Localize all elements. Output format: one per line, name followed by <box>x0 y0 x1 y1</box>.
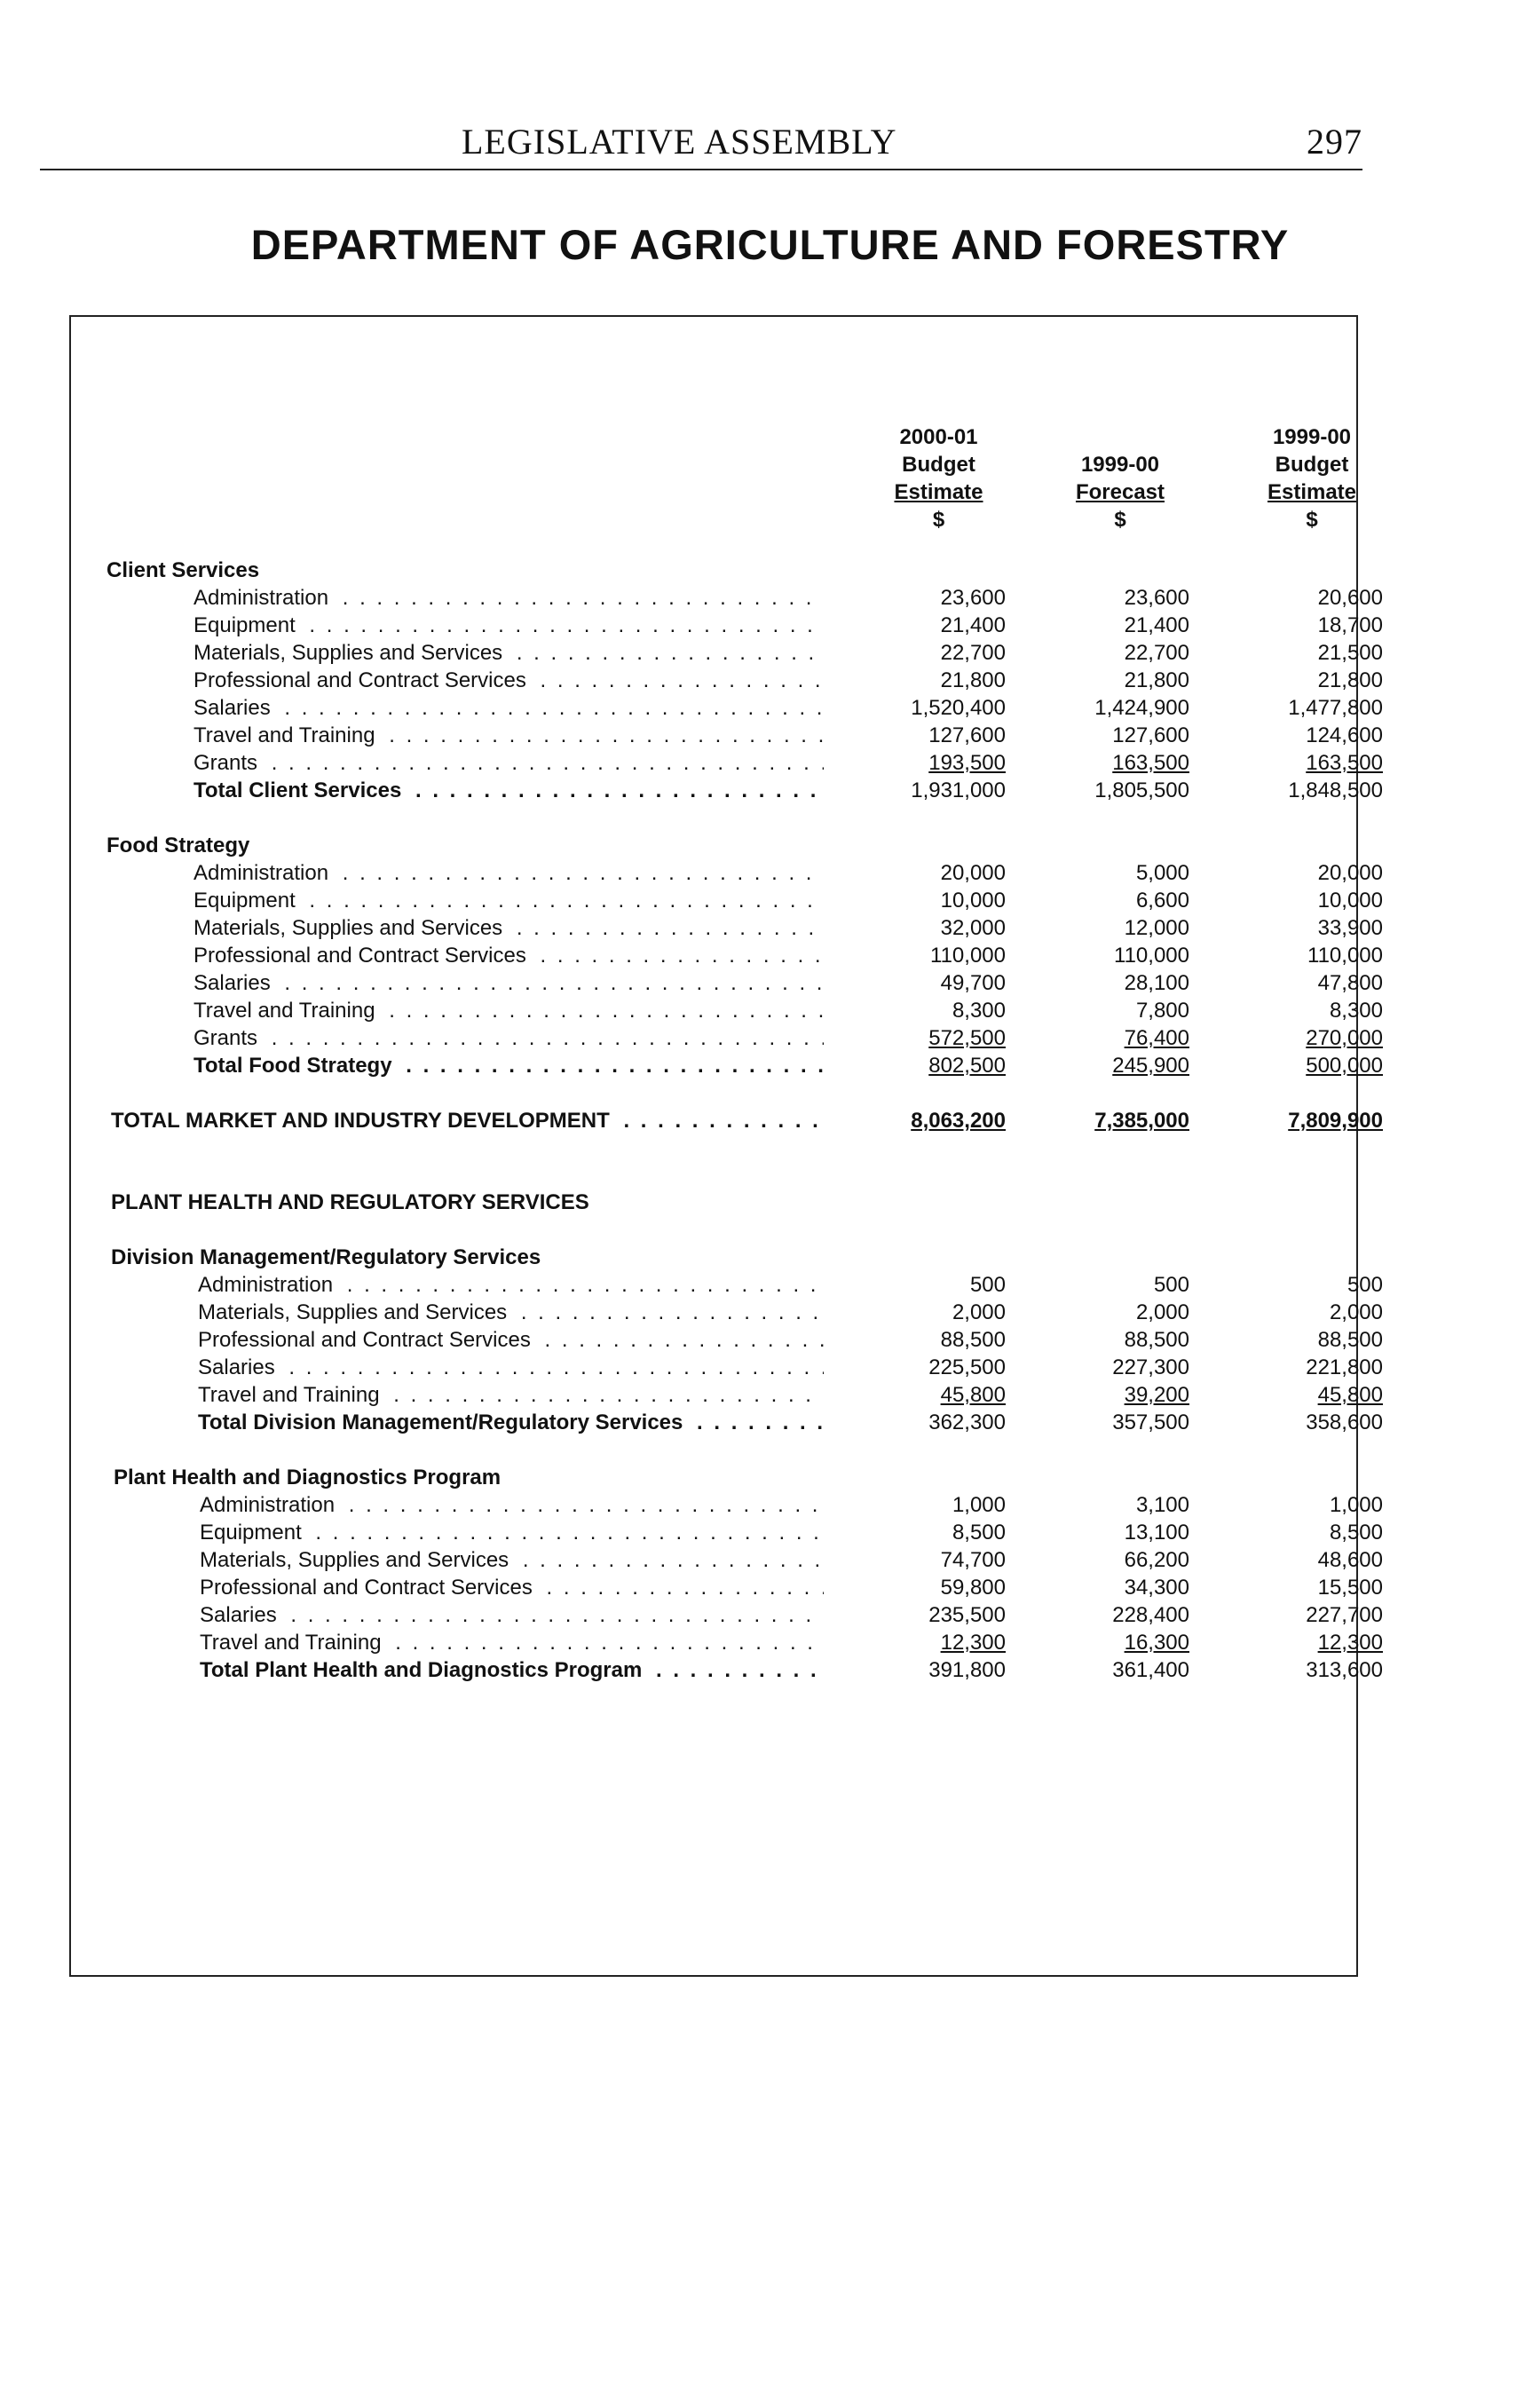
grand-total-row <box>71 1107 1383 1134</box>
total-row <box>71 777 1383 804</box>
row-value: 163,500 <box>1112 751 1189 775</box>
column-header-1999-00-budget-estimate <box>1241 423 1383 533</box>
row-label: Administration . . . <box>193 584 824 612</box>
table-row <box>71 942 1383 969</box>
row-label: Administration . . . <box>193 859 824 887</box>
table-row <box>71 749 1383 777</box>
row-value: 1,520,400 <box>911 696 1006 720</box>
table-row <box>71 1629 1383 1656</box>
row-value: 227,300 <box>1112 1355 1189 1379</box>
total-value: 357,500 <box>1112 1410 1189 1434</box>
table-row <box>71 969 1383 997</box>
row-label: Equipment . . . <box>193 887 824 914</box>
row-value: 193,500 <box>928 751 1006 775</box>
total-label: Total Plant Health and Diagnostics Program . . . <box>200 1656 824 1684</box>
row-value: 59,800 <box>940 1576 1006 1600</box>
row-label: Salaries . . . <box>200 1601 824 1629</box>
column-header-line: 2000-01 <box>899 425 978 449</box>
market-industry-total-label: TOTAL MARKET AND INDUSTRY DEVELOPMENT . . . <box>111 1107 824 1134</box>
row-value: 10,000 <box>1317 889 1383 913</box>
row-value: 2,000 <box>952 1300 1006 1324</box>
table-row <box>71 914 1383 942</box>
row-value: 572,500 <box>928 1026 1006 1050</box>
section-title-client-services: Client Services <box>107 558 260 582</box>
column-header-line: 1999-00 <box>1272 425 1352 449</box>
table-row <box>71 584 1383 612</box>
table-row <box>71 997 1383 1024</box>
row-value: 22,700 <box>1124 641 1189 665</box>
row-value: 23,600 <box>940 586 1006 610</box>
row-value: 127,600 <box>1112 723 1189 747</box>
row-value: 221,800 <box>1306 1355 1383 1379</box>
total-row <box>71 1656 1383 1684</box>
section-heading-row <box>71 1464 1360 1491</box>
row-label: Travel and Training . . . <box>200 1629 824 1656</box>
row-value: 47,800 <box>1317 971 1383 995</box>
table-row <box>71 1546 1383 1574</box>
row-value: 7,800 <box>1135 999 1189 1023</box>
row-value: 124,600 <box>1306 723 1383 747</box>
row-value: 10,000 <box>940 889 1006 913</box>
table-row <box>71 694 1383 722</box>
column-header-1999-00-forecast <box>1049 423 1191 533</box>
row-value: 12,300 <box>940 1631 1006 1655</box>
row-label: Travel and Training . . . <box>193 722 824 749</box>
total-label: Total Food Strategy . . . <box>193 1052 824 1079</box>
row-value: 28,100 <box>1124 971 1189 995</box>
row-value: 21,500 <box>1317 641 1383 665</box>
row-value: 500 <box>1153 1273 1189 1297</box>
row-value: 88,500 <box>1124 1328 1189 1352</box>
total-row <box>71 1052 1383 1079</box>
row-value: 21,800 <box>1317 668 1383 692</box>
row-value: 66,200 <box>1124 1548 1189 1572</box>
total-value: 1,848,500 <box>1288 778 1383 802</box>
row-value: 127,600 <box>928 723 1006 747</box>
row-value: 163,500 <box>1306 751 1383 775</box>
table-row <box>71 1326 1383 1354</box>
row-value: 16,300 <box>1124 1631 1189 1655</box>
row-label: Professional and Contract Services . . . <box>193 667 824 694</box>
row-value: 1,000 <box>952 1493 1006 1517</box>
total-value: 500,000 <box>1306 1054 1383 1078</box>
total-value: 1,931,000 <box>911 778 1006 802</box>
row-value: 45,800 <box>1317 1383 1383 1407</box>
row-value: 227,700 <box>1306 1603 1383 1627</box>
row-value: 12,300 <box>1317 1631 1383 1655</box>
column-header-line: Estimate <box>1267 480 1357 504</box>
row-value: 20,600 <box>1317 586 1383 610</box>
row-value: 500 <box>1347 1273 1383 1297</box>
column-header-line <box>1049 423 1191 451</box>
row-value: 110,000 <box>1307 944 1383 968</box>
row-value: 13,100 <box>1124 1521 1189 1545</box>
row-value: 20,000 <box>940 861 1006 885</box>
row-label: Grants . . . <box>193 1024 824 1052</box>
row-label: Materials, Supplies and Services . . . <box>193 639 824 667</box>
row-label: Travel and Training . . . <box>193 997 824 1024</box>
table-row <box>71 1299 1383 1326</box>
column-header-currency: $ <box>1306 508 1318 532</box>
total-value: 361,400 <box>1112 1658 1189 1682</box>
row-value: 49,700 <box>940 971 1006 995</box>
total-value: 391,800 <box>928 1658 1006 1682</box>
row-value: 235,500 <box>928 1603 1006 1627</box>
table-row <box>71 1381 1383 1409</box>
table-row <box>71 1519 1383 1546</box>
row-label: Grants . . . <box>193 749 824 777</box>
row-value: 32,000 <box>940 916 1006 940</box>
table-row <box>71 859 1383 887</box>
row-value: 39,200 <box>1124 1383 1189 1407</box>
row-value: 5,000 <box>1135 861 1189 885</box>
row-label: Materials, Supplies and Services . . . <box>198 1299 824 1326</box>
running-head <box>40 114 1362 170</box>
column-header-line: 1999-00 <box>1080 453 1160 477</box>
section-heading-row <box>71 832 1360 859</box>
row-value: 110,000 <box>1114 944 1189 968</box>
row-value: 270,000 <box>1306 1026 1383 1050</box>
row-value: 21,400 <box>940 613 1006 637</box>
program-heading-row <box>71 1189 1360 1216</box>
column-header-line: Budget <box>902 453 975 477</box>
row-value: 8,300 <box>1329 999 1383 1023</box>
section-heading-row <box>71 557 1360 584</box>
row-label: Professional and Contract Services . . . <box>200 1574 824 1601</box>
row-value: 110,000 <box>930 944 1006 968</box>
section-title-plant-health-diagnostics: Plant Health and Diagnostics Program <box>114 1466 501 1489</box>
column-header-currency: $ <box>932 508 945 532</box>
column-header-line: Forecast <box>1075 480 1165 504</box>
row-label: Salaries . . . <box>198 1354 824 1381</box>
row-value: 23,600 <box>1124 586 1189 610</box>
grand-total-value: 7,809,900 <box>1288 1109 1383 1133</box>
row-label: Professional and Contract Services . . . <box>198 1326 824 1354</box>
row-label: Professional and Contract Services . . . <box>193 942 824 969</box>
row-value: 225,500 <box>928 1355 1006 1379</box>
row-value: 1,424,900 <box>1094 696 1189 720</box>
column-header-line: Estimate <box>894 480 983 504</box>
table-row <box>71 1354 1383 1381</box>
total-label: Total Division Management/Regulatory Services . . . <box>198 1409 824 1436</box>
row-value: 500 <box>969 1273 1006 1297</box>
page-number: 297 <box>1307 122 1362 162</box>
row-value: 33,900 <box>1317 916 1383 940</box>
column-header-2000-01-budget-estimate <box>865 423 1012 533</box>
total-value: 358,600 <box>1306 1410 1383 1434</box>
row-value: 8,500 <box>1329 1521 1383 1545</box>
row-value: 21,800 <box>940 668 1006 692</box>
row-value: 12,000 <box>1124 916 1189 940</box>
row-label: Salaries . . . <box>193 694 824 722</box>
table-row <box>71 1491 1383 1519</box>
row-value: 88,500 <box>940 1328 1006 1352</box>
section-title-food-strategy: Food Strategy <box>107 834 250 857</box>
row-value: 21,800 <box>1124 668 1189 692</box>
table-row <box>71 612 1383 639</box>
total-label: Total Client Services . . . <box>193 777 824 804</box>
row-label: Materials, Supplies and Services . . . <box>200 1546 824 1574</box>
row-value: 76,400 <box>1124 1026 1189 1050</box>
total-value: 802,500 <box>928 1054 1006 1078</box>
running-head-title: LEGISLATIVE ASSEMBLY <box>462 122 897 162</box>
row-value: 22,700 <box>940 641 1006 665</box>
row-value: 20,000 <box>1317 861 1383 885</box>
table-row <box>71 722 1383 749</box>
row-label: Materials, Supplies and Services . . . <box>193 914 824 942</box>
row-value: 228,400 <box>1112 1603 1189 1627</box>
table-row <box>71 1574 1383 1601</box>
row-label: Administration . . . <box>200 1491 824 1519</box>
row-value: 48,600 <box>1317 1548 1383 1572</box>
row-value: 15,500 <box>1317 1576 1383 1600</box>
row-label: Travel and Training . . . <box>198 1381 824 1409</box>
table-row <box>71 1271 1383 1299</box>
row-value: 8,300 <box>952 999 1006 1023</box>
total-value: 245,900 <box>1112 1054 1189 1078</box>
row-value: 3,100 <box>1135 1493 1189 1517</box>
total-value: 1,805,500 <box>1094 778 1189 802</box>
total-value: 313,600 <box>1306 1658 1383 1682</box>
table-row <box>71 667 1383 694</box>
row-value: 1,477,800 <box>1288 696 1383 720</box>
row-value: 45,800 <box>940 1383 1006 1407</box>
plant-health-heading: PLANT HEALTH AND REGULATORY SERVICES <box>111 1190 589 1214</box>
row-label: Equipment . . . <box>200 1519 824 1546</box>
row-value: 8,500 <box>952 1521 1006 1545</box>
row-value: 34,300 <box>1124 1576 1189 1600</box>
row-value: 74,700 <box>940 1548 1006 1572</box>
row-value: 88,500 <box>1317 1328 1383 1352</box>
department-title: DEPARTMENT OF AGRICULTURE AND FORESTRY <box>250 221 1290 268</box>
total-value: 362,300 <box>928 1410 1006 1434</box>
total-row <box>71 1409 1383 1436</box>
row-value: 21,400 <box>1124 613 1189 637</box>
grand-total-value: 7,385,000 <box>1094 1109 1189 1133</box>
column-header-line: Budget <box>1275 453 1349 477</box>
row-value: 2,000 <box>1135 1300 1189 1324</box>
section-title-division-management: Division Management/Regulatory Services <box>111 1245 541 1269</box>
row-value: 1,000 <box>1329 1493 1383 1517</box>
grand-total-value: 8,063,200 <box>911 1109 1006 1133</box>
row-value: 2,000 <box>1329 1300 1383 1324</box>
table-row <box>71 639 1383 667</box>
section-heading-row <box>71 1244 1360 1271</box>
table-row <box>71 887 1383 914</box>
budget-table-frame <box>69 315 1383 1977</box>
column-header-currency: $ <box>1114 508 1126 532</box>
row-label: Administration . . . <box>198 1271 824 1299</box>
table-row <box>71 1024 1383 1052</box>
table-row <box>71 1601 1383 1629</box>
row-label: Salaries . . . <box>193 969 824 997</box>
row-label: Equipment . . . <box>193 612 824 639</box>
row-value: 6,600 <box>1135 889 1189 913</box>
row-value: 18,700 <box>1317 613 1383 637</box>
